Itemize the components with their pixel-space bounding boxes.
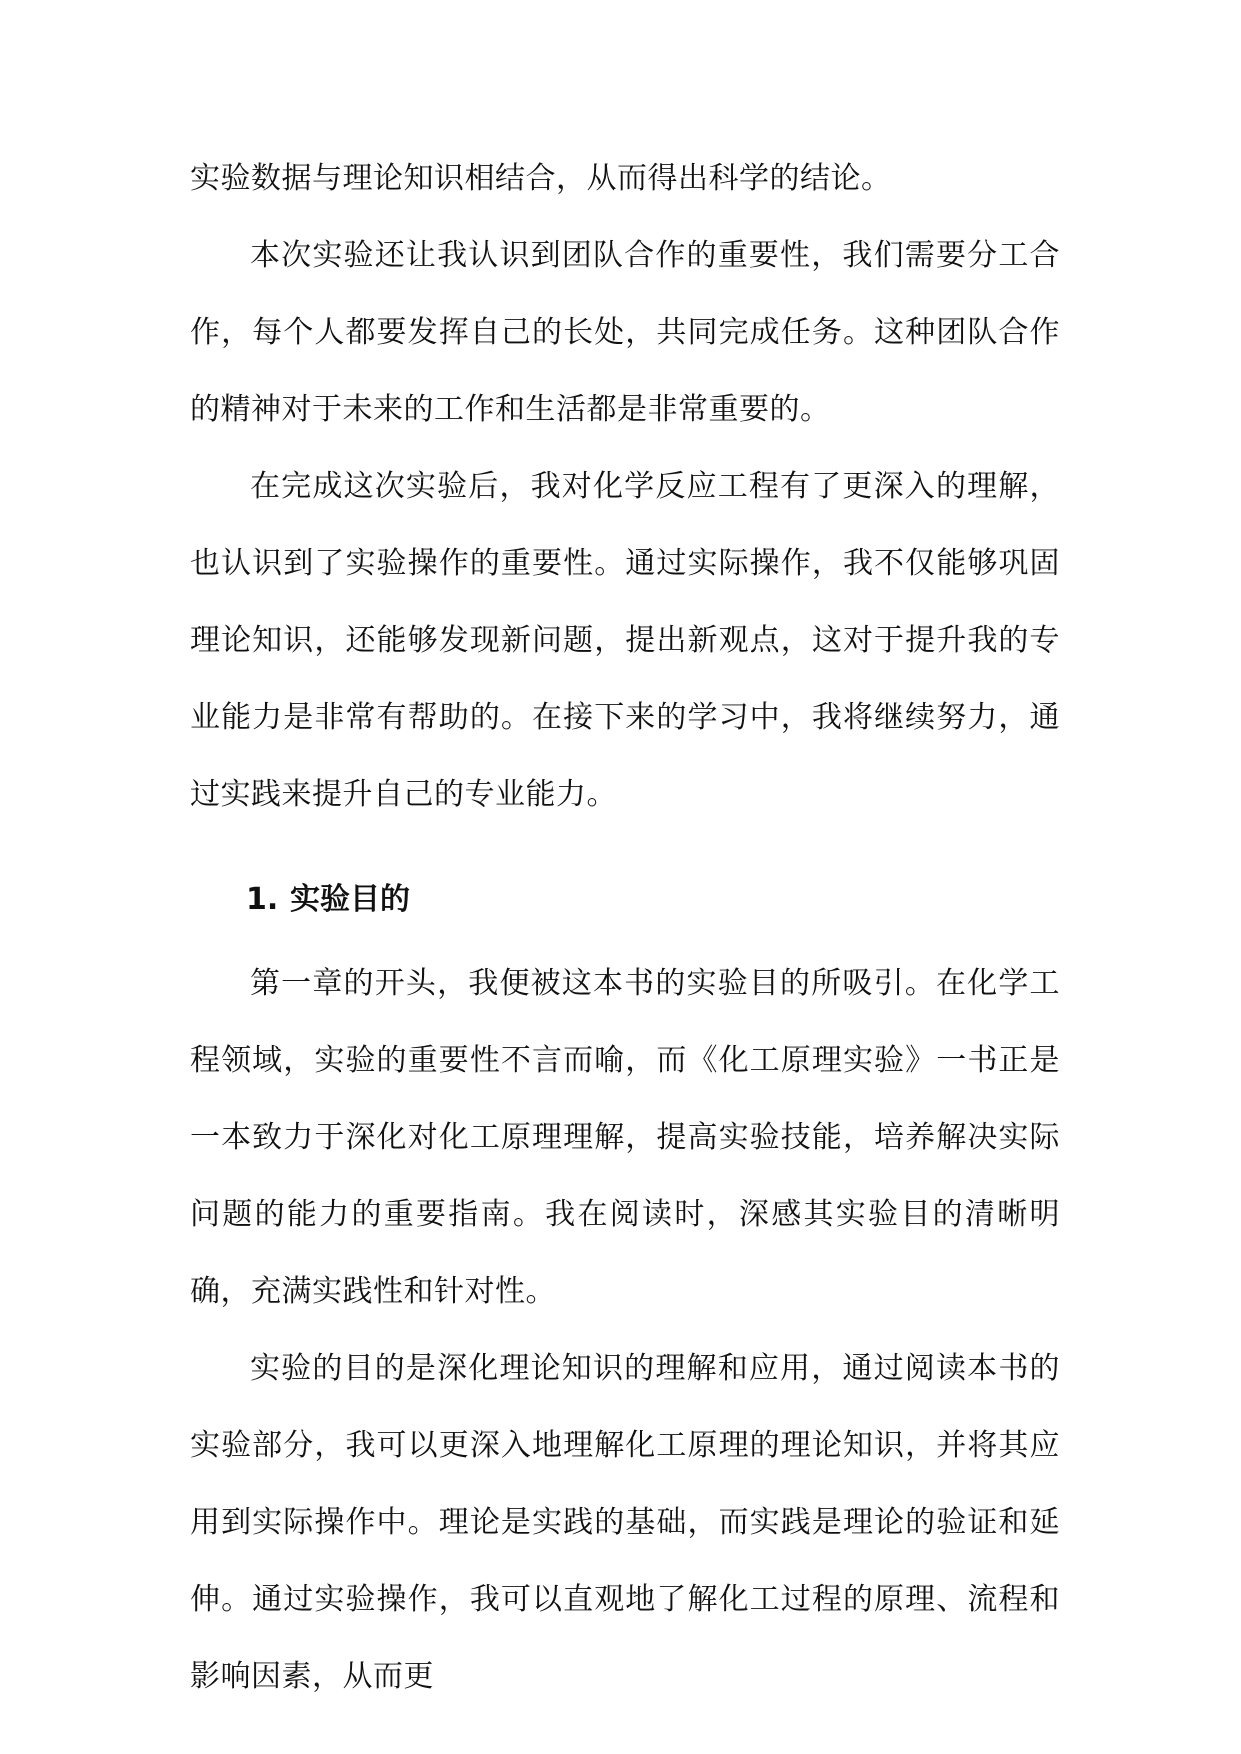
paragraph-3: 在完成这次实验后，我对化学反应工程有了更深入的理解，也认识到了实验操作的重要性。通过实际操作，我不仅能够巩固理论知识，还能够发现新问题，提出新观点，这对于提升我的专业能力是非常有帮助的。在接下来的学习中，我将继续努力，通过实践来提升自己的专业能力。 bbox=[190, 469, 1060, 812]
section-heading bbox=[190, 855, 1060, 945]
document-page bbox=[190, 140, 1060, 1715]
section-title: 实验目的 bbox=[290, 882, 410, 917]
paragraph-4: 第一章的开头，我便被这本书的实验目的所吸引。在化学工程领域，实验的重要性不言而喻，而《化工原理实验》一书正是一本致力于深化对化工原理理解，提高实验技能，培养解决实际问题的能力的重要指南。我在阅读时，深感其实验目的清晰明确，充满实践性和针对性。 bbox=[190, 966, 1060, 1309]
paragraph-2: 本次实验还让我认识到团队合作的重要性，我们需要分工合作，每个人都要发挥自己的长处，共同完成任务。这种团队合作的精神对于未来的工作和生活都是非常重要的。 bbox=[190, 238, 1060, 427]
paragraph-5: 实验的目的是深化理论知识的理解和应用，通过阅读本书的实验部分，我可以更深入地理解化工原理的理论知识，并将其应用到实际操作中。理论是实践的基础，而实践是理论的验证和延伸。通过实验操作，我可以直观地了解化工过程的原理、流程和影响因素，从而更 bbox=[190, 1351, 1060, 1694]
section-number: 1. bbox=[246, 882, 279, 917]
paragraph-1: 实验数据与理论知识相结合，从而得出科学的结论。 bbox=[190, 161, 892, 196]
